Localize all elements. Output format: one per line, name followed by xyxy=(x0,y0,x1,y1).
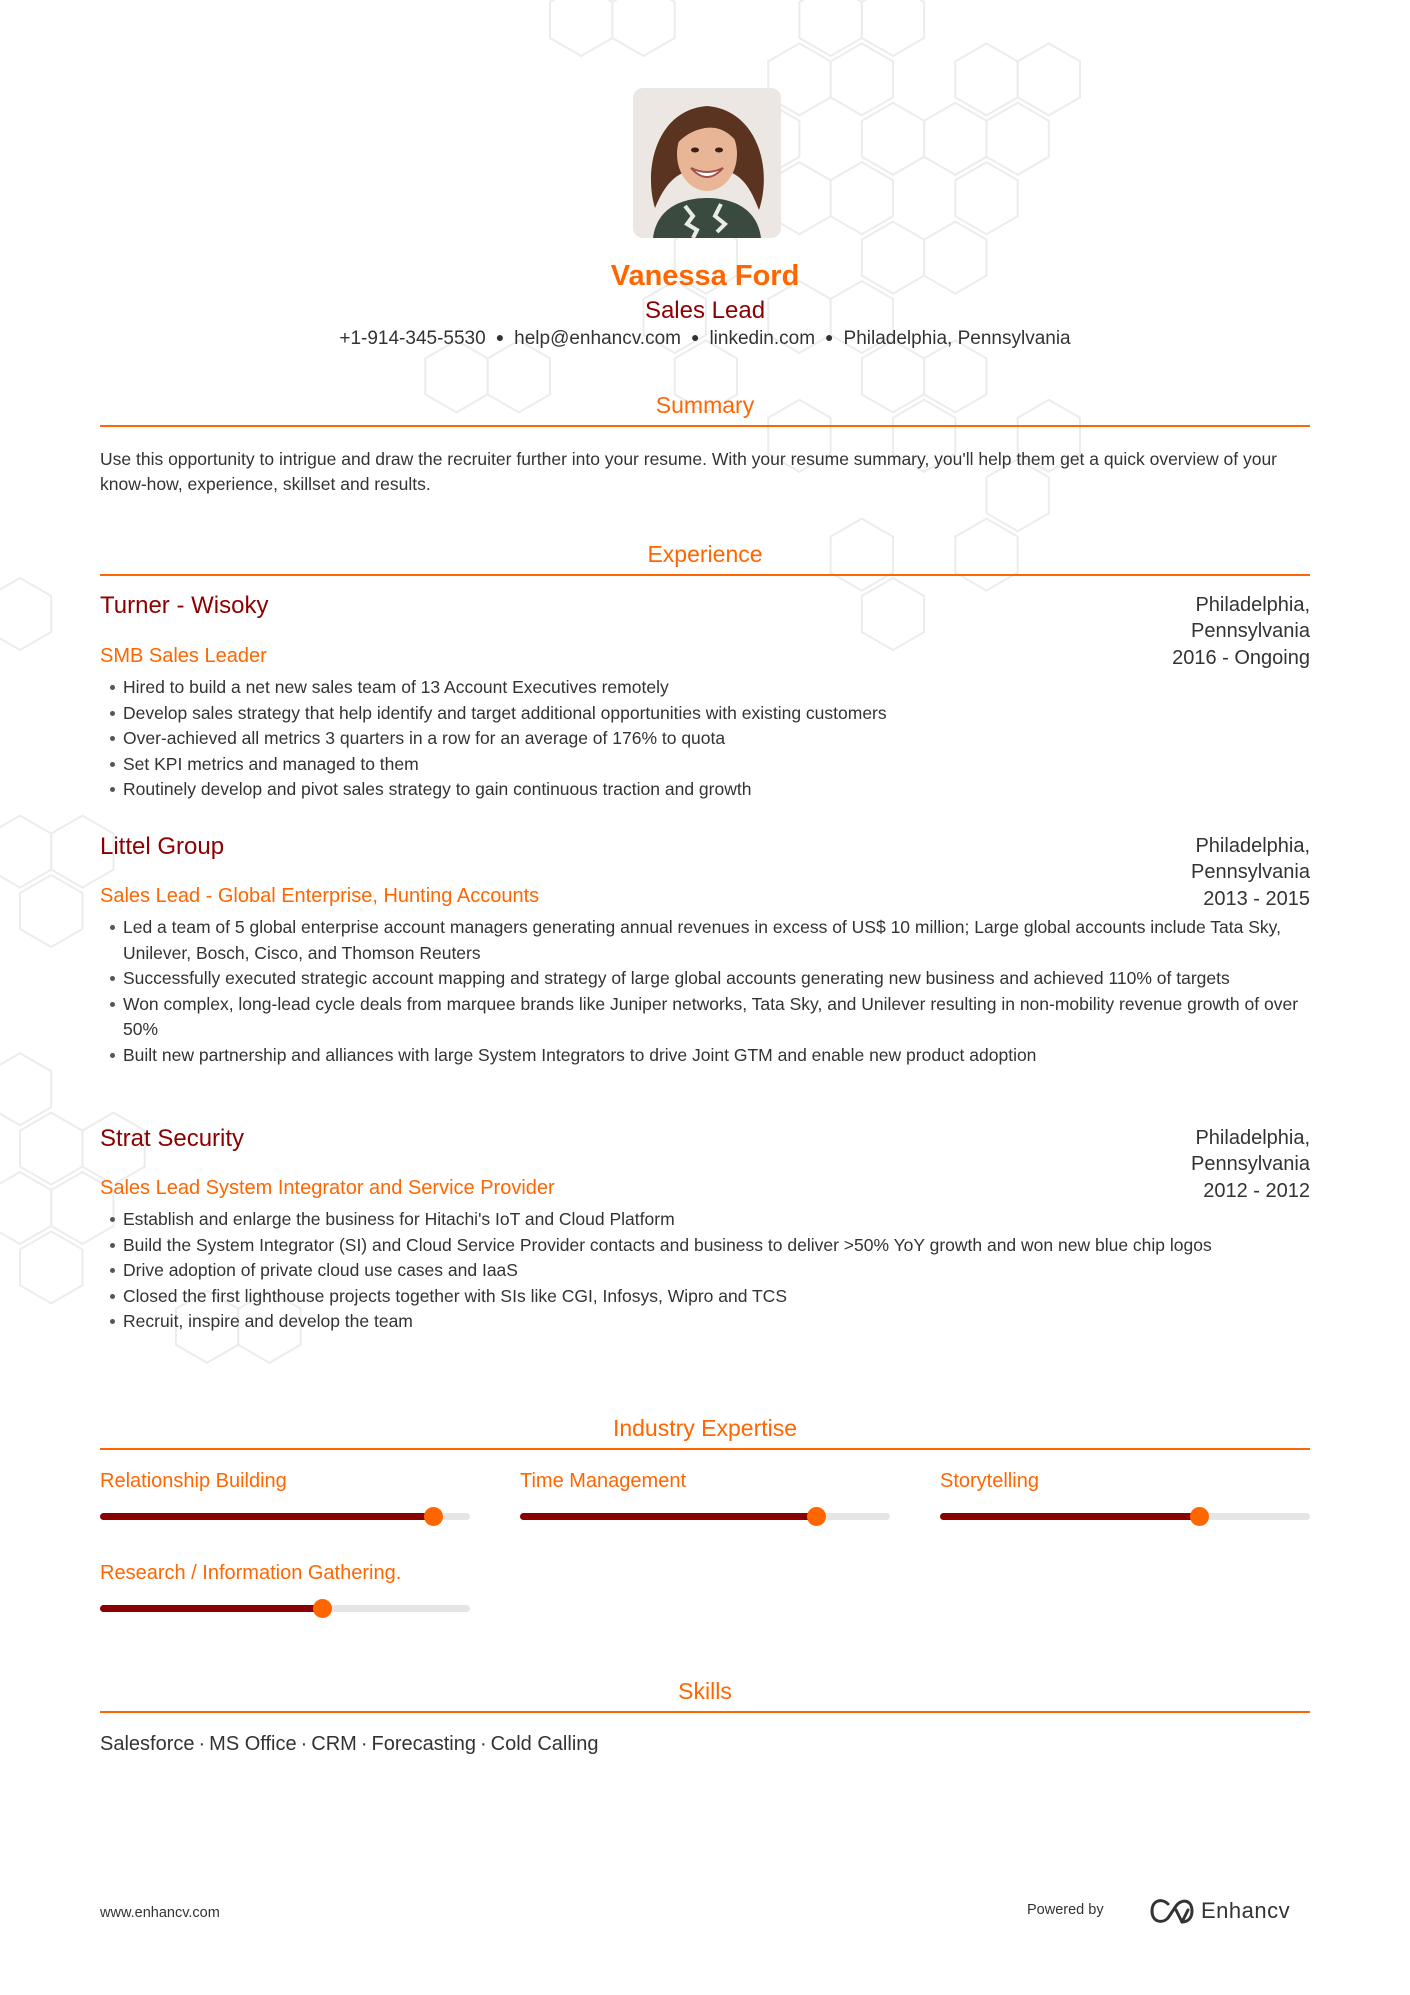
bullet-item: Routinely develop and pivot sales strategy to gain continuous traction and growth xyxy=(100,777,1310,803)
avatar-image xyxy=(633,88,781,238)
skill-tag: MS Office xyxy=(209,1733,297,1755)
contact-line xyxy=(0,328,1410,350)
job-location-date xyxy=(1172,592,1310,671)
expertise-bar-knob xyxy=(424,1507,443,1526)
company-name: Littel Group xyxy=(100,833,225,860)
expertise-bar-knob xyxy=(1190,1507,1209,1526)
job-location-line2: Pennsylvania xyxy=(1191,861,1310,883)
separator-dot: ● xyxy=(825,329,834,345)
bullet-item: Led a team of 5 global enterprise account managers generating annual revenues in excess of US$ 10 million; Large global accounts include Tata Sky, Unilever, Bosch, Cisco, and Thomson Reuters xyxy=(100,915,1310,966)
skill-separator: · xyxy=(198,1733,206,1755)
expertise-heading: Industry Expertise xyxy=(612,1415,798,1441)
job-location-date xyxy=(1191,833,1310,912)
job-location-line1: Philadelphia, xyxy=(1195,835,1310,857)
separator-dot: ● xyxy=(690,329,700,345)
skill-tag: Cold Calling xyxy=(490,1733,599,1755)
skill-tag: Forecasting xyxy=(371,1733,476,1755)
company-name: Strat Security xyxy=(100,1125,245,1152)
expertise-bar-fill xyxy=(520,1513,816,1520)
skill-tag: Salesforce xyxy=(100,1733,195,1755)
bullet-item: Built new partnership and alliances with large System Integrators to drive Joint GTM and enable new product adoption xyxy=(100,1043,1310,1069)
phone-text: +1-914-345-5530 xyxy=(339,328,486,349)
expertise-label: Research / Information Gathering. xyxy=(100,1562,402,1584)
enhancv-brand-link[interactable] xyxy=(1148,1896,1291,1931)
bullet-item: Closed the first lighthouse projects together with SIs like CGI, Infosys, Wipro and TCS xyxy=(100,1284,1310,1310)
expertise-bar-knob xyxy=(313,1599,332,1618)
separator-dot: ● xyxy=(495,329,505,345)
expertise-label: Storytelling xyxy=(940,1470,1039,1492)
expertise-label: Time Management xyxy=(520,1470,686,1492)
bullet-item: Set KPI metrics and managed to them xyxy=(100,752,1310,778)
expertise-bar-knob xyxy=(807,1507,826,1526)
bullet-item: Won complex, long-lead cycle deals from marquee brands like Juniper networks, Tata Sky, and Unilever resulting in non-mobility revenue growth of over 50% xyxy=(100,992,1310,1043)
job-bullets xyxy=(100,675,1310,803)
skill-separator: · xyxy=(360,1733,368,1755)
brand-name: Enhancv xyxy=(1201,1898,1291,1923)
expertise-bar-fill xyxy=(100,1513,433,1520)
bullet-item: Build the System Integrator (SI) and Cloud Service Provider contacts and business to deliver >50% YoY growth and won new blue chip logos xyxy=(100,1233,1310,1259)
job-bullets xyxy=(100,915,1310,1068)
job-location-line2: Pennsylvania xyxy=(1191,620,1310,642)
job-location-line2: Pennsylvania xyxy=(1191,1153,1310,1175)
bullet-item: Recruit, inspire and develop the team xyxy=(100,1309,1310,1335)
skill-tag: CRM xyxy=(311,1733,357,1755)
skill-separator: · xyxy=(480,1733,487,1755)
summary-divider xyxy=(100,425,1310,427)
expertise-bar-fill xyxy=(940,1513,1199,1520)
footer-url-link[interactable]: www.enhancv.com xyxy=(100,1905,220,1921)
experience-divider xyxy=(100,574,1310,576)
summary-text: Use this opportunity to intrigue and draw the recruiter further into your resume. With your resume summary, you'll help them get a quick overview of your know-how, experience, skillset and results. xyxy=(100,449,1278,494)
experience-heading: Experience xyxy=(647,541,763,567)
expertise-bar xyxy=(940,1513,1310,1520)
bullet-item: Successfully executed strategic account mapping and strategy of large global accounts generating new business and achieved 110% of targets xyxy=(100,966,1310,992)
bullet-item: Develop sales strategy that help identify and target additional opportunities with existing customers xyxy=(100,701,1310,727)
job-bullets xyxy=(100,1207,1310,1335)
powered-by-text: Powered by xyxy=(1027,1902,1104,1918)
job-role: Sales Lead System Integrator and Service Provider xyxy=(100,1177,555,1199)
job-location-line1: Philadelphia, xyxy=(1195,594,1310,616)
job-location-date xyxy=(1191,1125,1310,1204)
job-location-line1: Philadelphia, xyxy=(1195,1127,1310,1149)
skills-heading: Skills xyxy=(678,1678,732,1704)
expertise-item xyxy=(100,1562,470,1612)
email-link[interactable]: help@enhancv.com xyxy=(514,328,681,349)
expertise-bar xyxy=(520,1513,890,1520)
enhancv-logo-icon xyxy=(1148,1896,1196,1926)
job-dates: 2012 - 2012 xyxy=(1203,1180,1310,1202)
expertise-label: Relationship Building xyxy=(100,1470,287,1492)
skill-separator: · xyxy=(300,1733,308,1755)
expertise-bar-fill xyxy=(100,1605,322,1612)
expertise-bar xyxy=(100,1605,470,1612)
linkedin-link[interactable]: linkedin.com xyxy=(709,328,816,349)
bullet-item: Establish and enlarge the business for Hitachi's IoT and Cloud Platform xyxy=(100,1207,1310,1233)
skills-divider xyxy=(100,1711,1310,1713)
expertise-item xyxy=(520,1470,890,1520)
bullet-item: Hired to build a net new sales team of 13 Account Executives remotely xyxy=(100,675,1310,701)
job-role: Sales Lead - Global Enterprise, Hunting Accounts xyxy=(100,885,540,907)
job-dates: 2016 - Ongoing xyxy=(1172,647,1310,669)
expertise-item xyxy=(940,1470,1310,1520)
expertise-item xyxy=(100,1470,470,1520)
profile-photo xyxy=(633,88,781,238)
expertise-divider xyxy=(100,1448,1310,1450)
expertise-bar xyxy=(100,1513,470,1520)
job-dates: 2013 - 2015 xyxy=(1203,888,1310,910)
job-role: SMB Sales Leader xyxy=(100,645,267,667)
skills-list xyxy=(100,1733,599,1756)
bullet-item: Drive adoption of private cloud use cases and IaaS xyxy=(100,1258,1310,1284)
company-name: Turner - Wisoky xyxy=(100,592,269,619)
candidate-name: Vanessa Ford xyxy=(610,260,800,292)
bullet-item: Over-achieved all metrics 3 quarters in a row for an average of 176% to quota xyxy=(100,726,1310,752)
candidate-title: Sales Lead xyxy=(644,297,766,324)
summary-heading: Summary xyxy=(655,392,755,418)
location-text: Philadelphia, Pennsylvania xyxy=(843,328,1071,349)
